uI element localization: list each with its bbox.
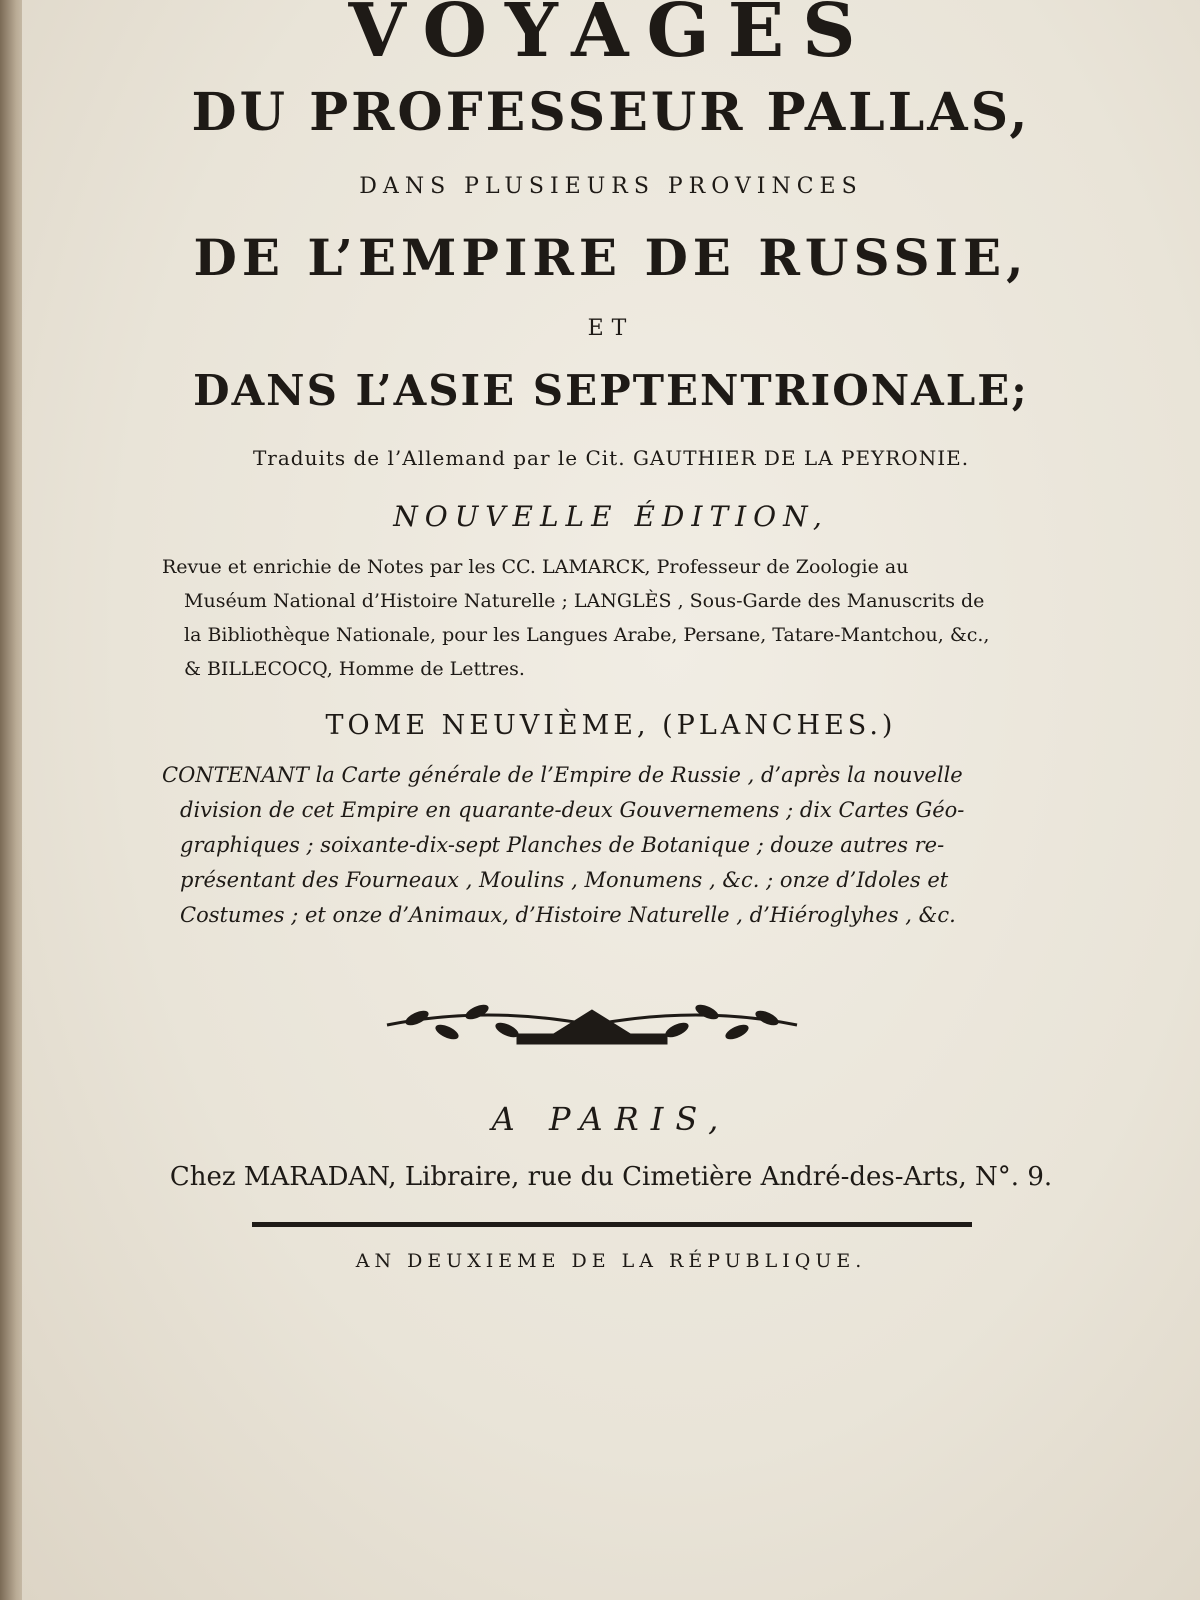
divider-rule xyxy=(252,1222,972,1227)
contents-line: graphiques ; soixante-dix-sept Planches de Botanique ; douze autres re- xyxy=(180,833,945,857)
revision-line: Muséum National d’Histoire Naturelle ; LANGLÈS , Sous-Garde des Manuscrits de xyxy=(184,590,985,612)
edition-line: NOUVELLE ÉDITION, xyxy=(393,500,829,533)
publisher-line: Chez MARADAN, Libraire, rue du Cimetière André-des-Arts, N°. 9. xyxy=(169,1162,1053,1192)
title-professeur: DU PROFESSEUR PALLAS, xyxy=(191,82,1031,143)
city-line: A PARIS, xyxy=(491,1100,731,1138)
title-asie: DANS L’ASIE SEPTENTRIONALE; xyxy=(193,366,1029,415)
title-voyages: VOYAGES xyxy=(348,0,874,74)
contents-block xyxy=(162,758,1062,933)
tome-line: TOME NEUVIÈME, (PLANCHES.) xyxy=(325,710,897,741)
contents-line: CONTENANT la Carte générale de l’Empire de Russie , d’après la nouvelle xyxy=(162,763,963,787)
contents-line: présentant des Fourneaux , Moulins , Monumens , &c. ; onze d’Idoles et xyxy=(180,868,949,892)
laurel-ornament-icon xyxy=(377,990,807,1060)
revision-line: Revue et enrichie de Notes par les CC. LAMARCK, Professeur de Zoologie au xyxy=(162,556,909,578)
revision-line: la Bibliothèque Nationale, pour les Langues Arabe, Persane, Tatare-Mantchou, &c., xyxy=(184,624,990,646)
contents-line: division de cet Empire en quarante-deux Gouvernemens ; dix Cartes Géo- xyxy=(180,798,965,822)
translator-line: Traduits de l’Allemand par le Cit. GAUTHIER DE LA PEYRONIE. xyxy=(252,446,970,470)
title-et: ET xyxy=(587,316,635,341)
revision-block xyxy=(162,550,1062,686)
contents-line: Costumes ; et onze d’Animaux, d’Histoire Naturelle , d’Hiéroglyhes , &c. xyxy=(180,903,956,927)
title-empire: DE L’EMPIRE DE RUSSIE, xyxy=(193,228,1029,287)
date-line: AN DEUXIEME DE LA RÉPUBLIQUE. xyxy=(355,1250,867,1272)
title-provinces: DANS PLUSIEURS PROVINCES xyxy=(359,174,863,199)
title-page xyxy=(22,0,1200,1600)
revision-line: & BILLECOCQ, Homme de Lettres. xyxy=(184,658,525,680)
